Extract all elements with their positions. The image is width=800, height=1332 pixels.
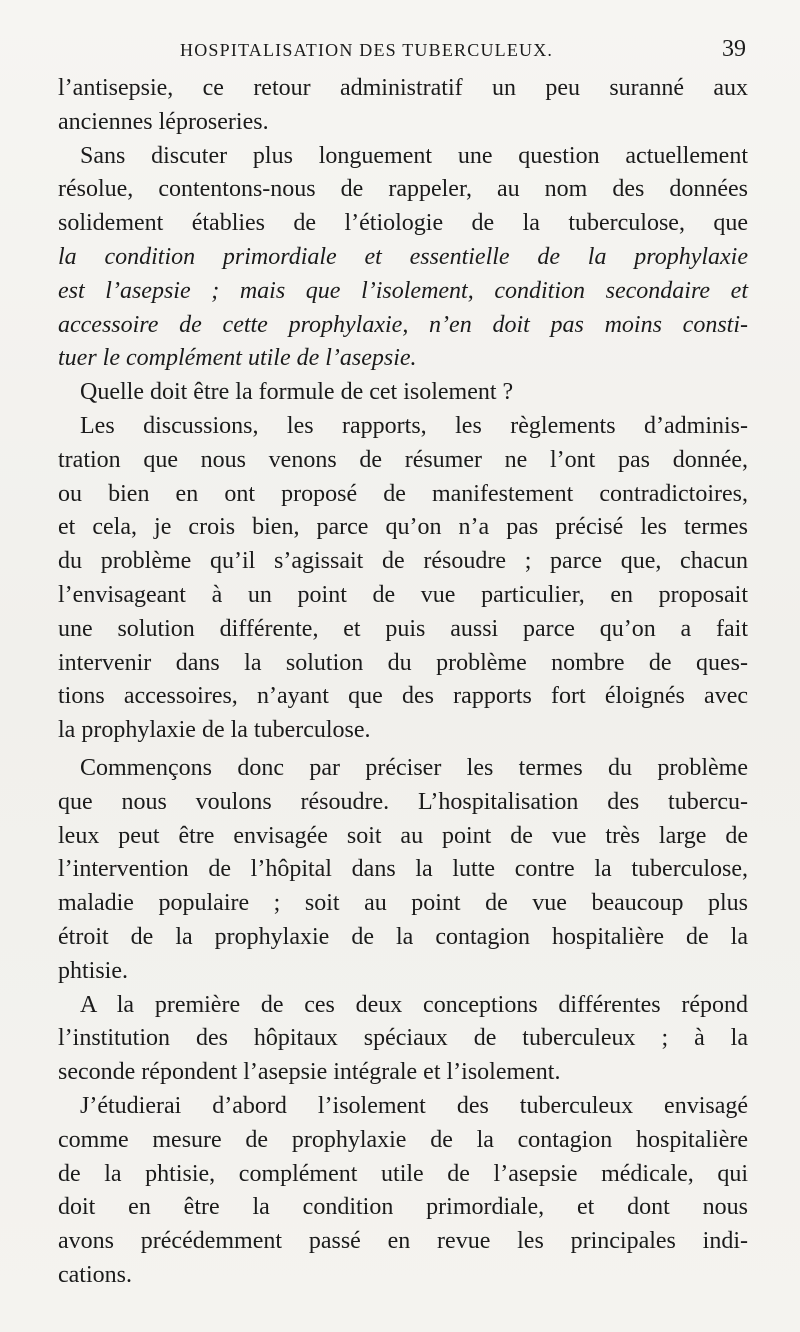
text-line: Quelle doit être la formule de cet isolement ? — [80, 379, 514, 406]
text-line: maladie populaire ; soit au point de vue beaucoup plus — [58, 890, 748, 917]
text-line: que nous voulons résoudre. L’hospitalisation des tubercu- — [58, 788, 748, 815]
text-line: comme mesure de prophylaxie de la contagion hospitalière — [58, 1126, 748, 1153]
text-line: résolue, contentons-nous de rappeler, au nom des données — [58, 176, 748, 203]
text-line: l’institution des hôpitaux spéciaux de tuberculeux ; à la — [58, 1025, 748, 1052]
text-line: Les discussions, les rapports, les règlements d’adminis- — [80, 412, 748, 439]
text-line: tions accessoires, n’ayant que des rapports fort éloignés avec — [58, 683, 748, 710]
text-line: seconde répondent l’asepsie intégrale et l’isolement. — [58, 1059, 561, 1086]
text-line: et cela, je crois bien, parce qu’on n’a pas précisé les termes — [58, 514, 748, 541]
text-line: l’envisageant à un point de vue particulier, en proposait — [58, 581, 748, 608]
text-line: cations. — [58, 1261, 132, 1288]
running-head: HOSPITALISATION DES TUBERCULEUX. — [180, 40, 554, 60]
text-line: tration que nous venons de résumer ne l’ont pas donnée, — [58, 446, 748, 473]
text-line: la condition primordiale et essentielle de la prophylaxie — [58, 243, 748, 270]
text-line: la prophylaxie de la tuberculose. — [58, 717, 371, 744]
text-line: doit en être la condition primordiale, et dont nous — [58, 1194, 748, 1221]
text-line: leux peut être envisagée soit au point de vue très large de — [58, 822, 748, 849]
text-line: étroit de la prophylaxie de la contagion hospitalière de la — [58, 923, 748, 950]
text-line: phtisie. — [58, 957, 128, 984]
text-line: solidement établies de l’étiologie de la tuberculose, que — [58, 210, 748, 237]
text-line: ou bien en ont proposé de manifestement contradictoires, — [58, 480, 748, 507]
text-line: Sans discuter plus longuement une question actuellement — [80, 142, 748, 169]
text-line: intervenir dans la solution du problème nombre de ques- — [58, 649, 748, 676]
body-text — [58, 72, 748, 1293]
page-header — [62, 36, 752, 72]
text-line: tuer le complément utile de l’asepsie. — [58, 345, 417, 372]
text-line: avons précédemment passé en revue les principales indi- — [58, 1228, 748, 1255]
text-line: une solution différente, et puis aussi parce qu’on a fait — [58, 615, 748, 642]
text-line: l’antisepsie, ce retour administratif un peu suranné aux — [58, 75, 748, 101]
text-line: est l’asepsie ; mais que l’isolement, condition secondaire et — [58, 277, 748, 304]
text-line: de la phtisie, complément utile de l’asepsie médicale, qui — [58, 1160, 748, 1187]
page-number: 39 — [722, 36, 746, 62]
text-line: accessoire de cette prophylaxie, n’en doit pas moins consti- — [58, 311, 748, 338]
text-line: A la première de ces deux conceptions différentes répond — [80, 991, 748, 1018]
text-line: anciennes léproseries. — [58, 108, 269, 135]
text-line: du problème qu’il s’agissait de résoudre ; parce que, chacun — [58, 548, 748, 575]
text-line: Commençons donc par préciser les termes du problème — [80, 754, 748, 781]
text-line: l’intervention de l’hôpital dans la lutte contre la tuberculose, — [58, 856, 748, 883]
text-line: J’étudierai d’abord l’isolement des tuberculeux envisagé — [80, 1092, 748, 1119]
